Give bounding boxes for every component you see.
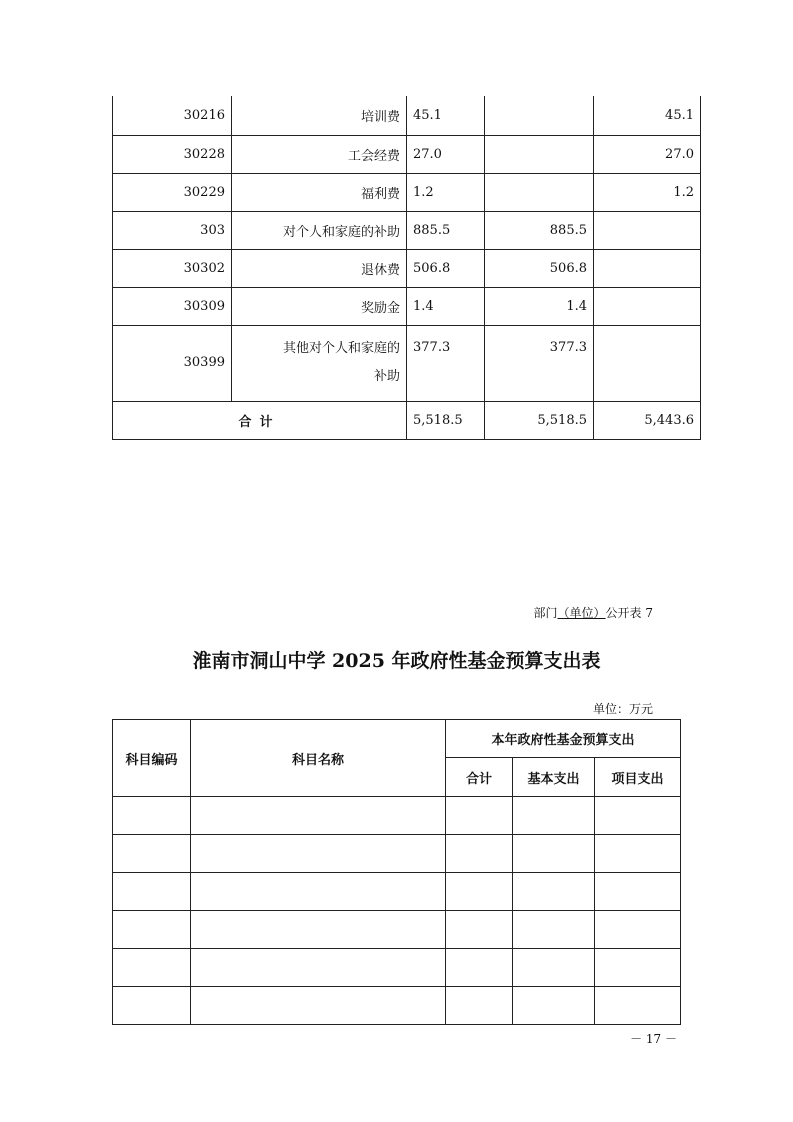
amount-project: [594, 249, 701, 287]
amount-basic: [485, 135, 594, 173]
table-row: [113, 249, 701, 287]
subject-name: 退休费: [232, 249, 407, 287]
fund-budget-table: [112, 719, 681, 1025]
amount-total: 377.3: [407, 325, 485, 401]
table-row: [113, 873, 681, 911]
table-row: [113, 135, 701, 173]
amount-project: 1.2: [594, 173, 701, 211]
subject-name: 奖励金: [232, 287, 407, 325]
amount-project: [594, 325, 701, 401]
header-code: 科目编码: [113, 720, 191, 797]
subject-code: 30216: [113, 96, 232, 135]
subject-code: 30302: [113, 249, 232, 287]
amount-total: 27.0: [407, 135, 485, 173]
expenditure-table-continued: [112, 96, 701, 440]
table-row: [113, 949, 681, 987]
amount-total: 885.5: [407, 211, 485, 249]
total-amount: 5,518.5: [407, 401, 485, 439]
amount-total: 45.1: [407, 96, 485, 135]
amount-basic: 1.4: [485, 287, 594, 325]
table-row: [113, 173, 701, 211]
header-basic: 基本支出: [513, 758, 595, 797]
amount-total: 1.2: [407, 173, 485, 211]
subject-code: 30309: [113, 287, 232, 325]
table-row: [113, 797, 681, 835]
table-row: [113, 96, 701, 135]
header-project: 项目支出: [595, 758, 681, 797]
amount-project: [594, 211, 701, 249]
amount-total: 506.8: [407, 249, 485, 287]
table-row: [113, 911, 681, 949]
total-row: [113, 401, 701, 439]
subject-code: 303: [113, 211, 232, 249]
total-project: 5,443.6: [594, 401, 701, 439]
subject-code: 30229: [113, 173, 232, 211]
amount-total: 1.4: [407, 287, 485, 325]
subject-name: 福利费: [232, 173, 407, 211]
subject-name-line1: 其他对个人和家庭的: [282, 341, 400, 356]
header-row: [113, 720, 681, 758]
table-row: [113, 287, 701, 325]
subject-code: 30399: [113, 325, 232, 401]
header-total: 合计: [446, 758, 513, 797]
subject-name: 培训费: [232, 96, 407, 135]
table-row: [113, 987, 681, 1025]
subject-name-line2: 补助: [373, 369, 400, 384]
table-row: [113, 211, 701, 249]
amount-basic: 377.3: [485, 325, 594, 401]
subject-name: 对个人和家庭的补助: [232, 211, 407, 249]
amount-basic: [485, 96, 594, 135]
total-basic: 5,518.5: [485, 401, 594, 439]
total-label: 合计: [113, 401, 407, 439]
header-group: 本年政府性基金预算支出: [446, 720, 681, 758]
table-row: [113, 325, 701, 401]
header-name: 科目名称: [191, 720, 446, 797]
page-number: － 17 －: [630, 1032, 677, 1046]
amount-basic: 885.5: [485, 211, 594, 249]
amount-project: 45.1: [594, 96, 701, 135]
subject-name: 工会经费: [232, 135, 407, 173]
amount-project: [594, 287, 701, 325]
form-number: 部门（单位）公开表 7: [533, 606, 653, 620]
amount-basic: 506.8: [485, 249, 594, 287]
amount-project: 27.0: [594, 135, 701, 173]
subject-name: [232, 325, 407, 401]
amount-basic: [485, 173, 594, 211]
page-title: 淮南市洞山中学 2025 年政府性基金预算支出表: [192, 650, 601, 672]
table-row: [113, 835, 681, 873]
unit-label: 单位：万元: [592, 702, 653, 716]
subject-code: 30228: [113, 135, 232, 173]
